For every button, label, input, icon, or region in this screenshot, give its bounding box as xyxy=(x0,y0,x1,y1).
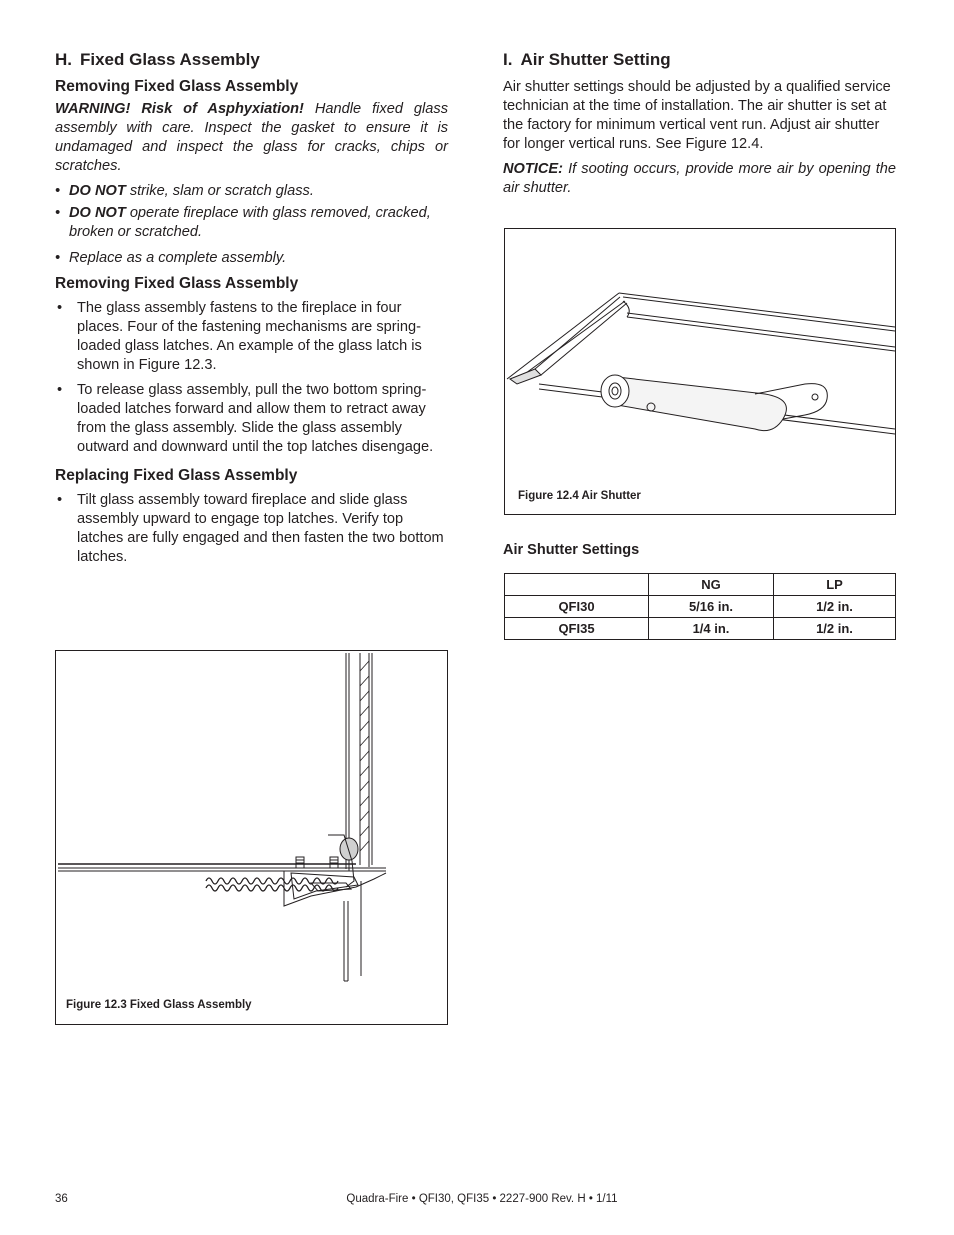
warning-heading: Removing Fixed Glass Assembly xyxy=(55,78,299,95)
figure-air-shutter xyxy=(504,228,896,515)
removing-heading: Removing Fixed Glass Assembly xyxy=(55,275,299,292)
replacing-list xyxy=(55,491,448,567)
table-cell: 1/2 in. xyxy=(774,596,896,618)
table-row xyxy=(505,618,896,640)
table-header-cell: LP xyxy=(774,574,896,596)
section-i-title: I. Air Shutter Setting xyxy=(503,50,671,69)
table-header-cell xyxy=(505,574,649,596)
removing-item: • To release glass assembly, pull the two bottom spring-loaded latches forward and allow them to retract away from the glass assembly. Slide the glass assembly outward and downward until the top latches disengage. xyxy=(55,381,448,457)
table-header-row xyxy=(505,574,896,596)
notice-paragraph: NOTICE: If sooting occurs, provide more air by opening the air shutter. xyxy=(503,161,896,196)
table-header-cell: NG xyxy=(649,574,774,596)
table-cell: 5/16 in. xyxy=(649,596,774,618)
figure-12-4-caption: Figure 12.4 Air Shutter xyxy=(518,490,641,502)
page-number: 36 xyxy=(55,1193,68,1205)
figure-12-3-caption: Figure 12.3 Fixed Glass Assembly xyxy=(66,999,252,1011)
left-column xyxy=(55,50,448,567)
table-cell: 1/4 in. xyxy=(649,618,774,640)
warning-item: • Replace as a complete assembly. xyxy=(55,249,448,268)
replacing-heading: Replacing Fixed Glass Assembly xyxy=(55,467,298,484)
table-cell: QFI30 xyxy=(505,596,649,618)
warning-item: • DO NOT strike, slam or scratch glass. xyxy=(55,182,448,201)
table-title: Air Shutter Settings xyxy=(503,542,640,558)
warning-list xyxy=(55,182,448,268)
warning-paragraph: WARNING! Risk of Asphyxiation! Handle fixed glass assembly with care. Inspect the gasket to ensure it is undamaged and inspect the glass for cracks, chips or scratches. xyxy=(55,101,449,174)
right-column xyxy=(503,50,896,204)
figure-fixed-glass-assembly xyxy=(55,650,448,1025)
removing-list xyxy=(55,299,448,457)
air-shutter-body: Air shutter settings should be adjusted by a qualified service technician at the time of installation. The air shutter is set at the factory for minimum vertical vent run. Adjust air shutter for longer vertical runs. See Figure 12.4. xyxy=(503,79,891,152)
air-shutter-table xyxy=(504,573,896,640)
table-cell: 1/2 in. xyxy=(774,618,896,640)
footer-doc-info: Quadra-Fire • QFI30, QFI35 • 2227-900 Rev. H • 1/11 xyxy=(346,1193,618,1205)
warning-item: • DO NOT operate fireplace with glass removed, cracked, broken or scratched. xyxy=(55,204,448,242)
replacing-item: • Tilt glass assembly toward fireplace and slide glass assembly upward to engage top latches. Verify top latches are fully engaged and then fasten the two bottom latches. xyxy=(55,491,448,567)
section-h-title: H. Fixed Glass Assembly xyxy=(55,50,260,69)
table-cell: QFI35 xyxy=(505,618,649,640)
fixed-glass-latch-illustration xyxy=(56,651,447,1024)
table-row xyxy=(505,596,896,618)
air-shutter-illustration xyxy=(505,229,895,514)
removing-item: • The glass assembly fastens to the fireplace in four places. Four of the fastening mechanisms are spring-loaded glass latches. An example of the glass latch is shown in Figure 12.3. xyxy=(55,299,448,375)
